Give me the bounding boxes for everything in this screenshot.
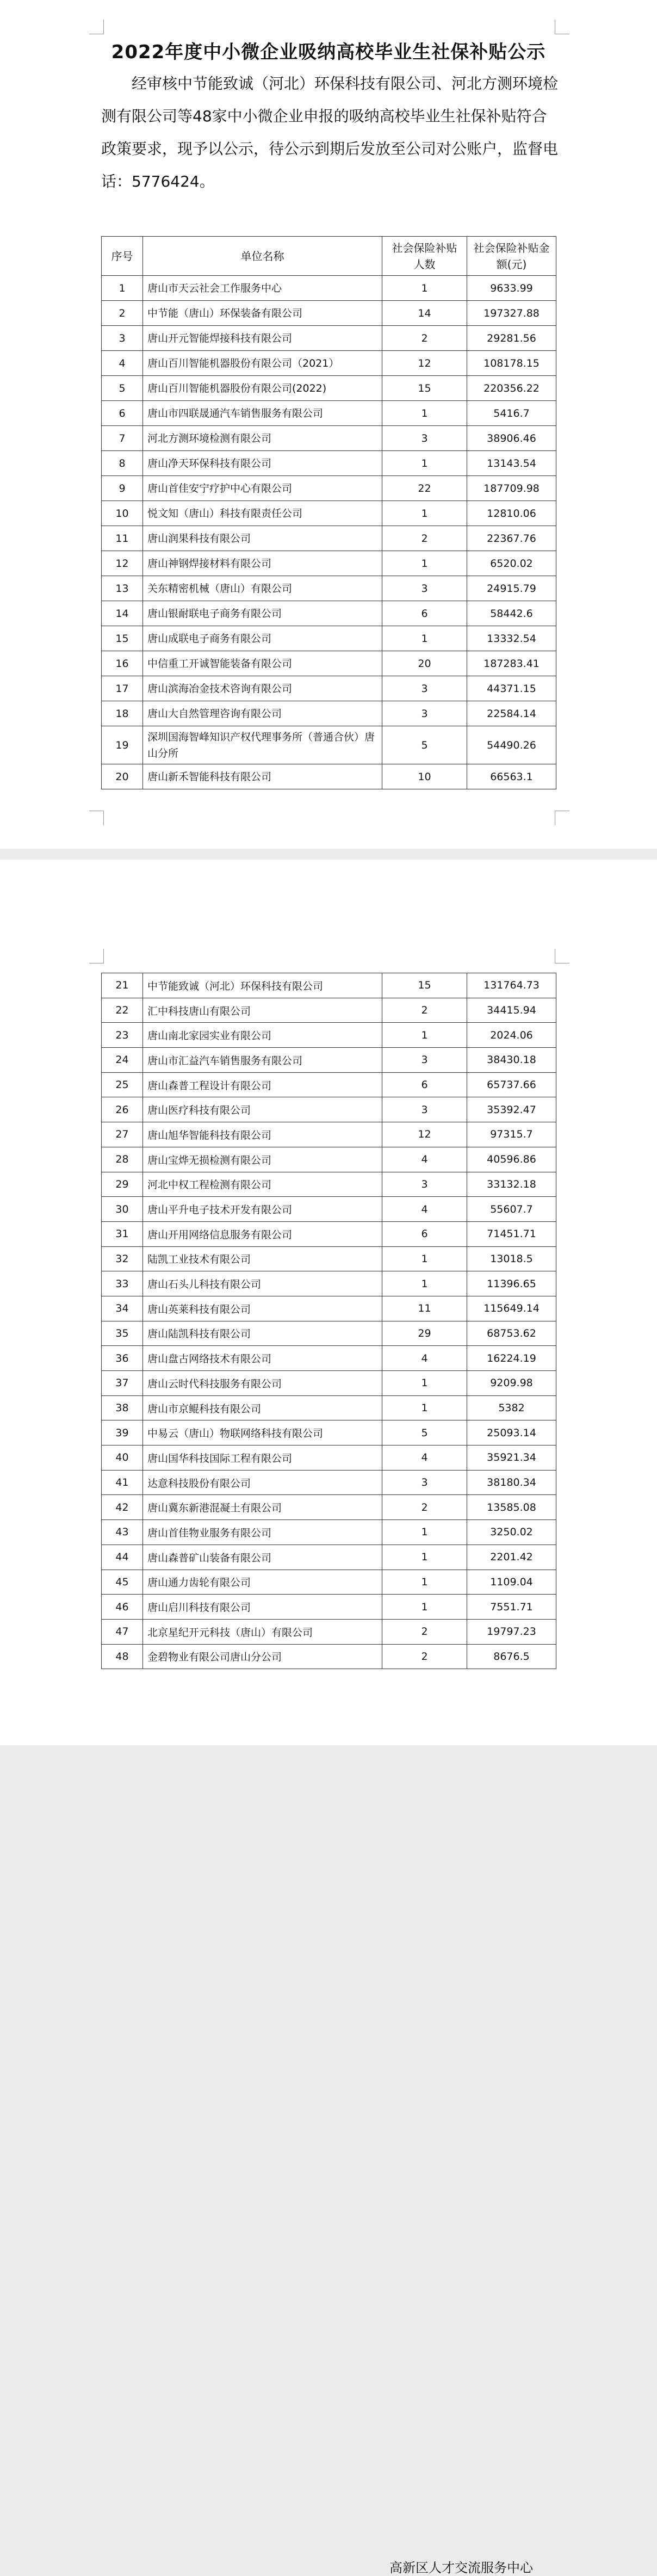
- header-count: 社会保险补贴人数: [382, 237, 467, 276]
- row-index: 39: [102, 1420, 143, 1445]
- document-page-1: [0, 0, 657, 849]
- insured-count: 2: [382, 1644, 467, 1669]
- row-index: 27: [102, 1122, 143, 1147]
- row-index: 42: [102, 1495, 143, 1520]
- row-index: 18: [102, 701, 143, 726]
- row-index: 46: [102, 1595, 143, 1620]
- header-amount: 社会保险补贴金额(元): [467, 237, 556, 276]
- company-name: 北京星纪开元科技（唐山）有限公司: [143, 1619, 382, 1644]
- company-name: 唐山陆凯科技有限公司: [143, 1321, 382, 1346]
- subsidy-amount: 12810.06: [467, 501, 556, 526]
- subsidy-amount: 71451.71: [467, 1221, 556, 1246]
- insured-count: 29: [382, 1321, 467, 1346]
- insured-count: 1: [382, 1595, 467, 1620]
- table-row: [102, 1495, 556, 1520]
- table-row: [102, 1172, 556, 1197]
- company-name: 唐山开用网络信息服务有限公司: [143, 1221, 382, 1246]
- subsidy-amount: 9633.99: [467, 276, 556, 301]
- row-index: 33: [102, 1271, 143, 1296]
- table-row: [102, 1445, 556, 1471]
- company-name: 唐山通力齿轮有限公司: [143, 1570, 382, 1595]
- company-name: 唐山英莱科技有限公司: [143, 1296, 382, 1321]
- table-row: [102, 1420, 556, 1445]
- table-row: [102, 576, 556, 601]
- subsidy-amount: 16224.19: [467, 1346, 556, 1371]
- company-name: 唐山市天云社会工作服务中心: [143, 276, 382, 301]
- table-row: [102, 651, 556, 676]
- announcement-paragraph: 经审核中节能致诚（河北）环保科技有限公司、河北方测环境检测有限公司等48家中小微企业申报的吸纳高校毕业生社保补贴符合政策要求，现予以公示，待公示到期后发放至公司对公账户，监督电话：5776424。: [101, 75, 559, 190]
- company-name: 唐山银耐联电子商务有限公司: [143, 601, 382, 626]
- row-index: 32: [102, 1246, 143, 1271]
- company-name: 唐山百川智能机器股份有限公司（2021）: [143, 351, 382, 376]
- subsidy-amount: 34415.94: [467, 998, 556, 1023]
- company-name: 唐山南北家园实业有限公司: [143, 1023, 382, 1048]
- subsidy-amount: 2024.06: [467, 1023, 556, 1048]
- subsidy-amount: 54490.26: [467, 726, 556, 764]
- company-name: 中信重工开诚智能装备有限公司: [143, 651, 382, 676]
- company-name: 深圳国海智峰知识产权代理事务所（普通合伙）唐山分所: [143, 726, 382, 764]
- insured-count: 10: [382, 764, 467, 789]
- insured-count: 1: [382, 1545, 467, 1570]
- table-row: [102, 1371, 556, 1396]
- insured-count: 3: [382, 1097, 467, 1122]
- subsidy-amount: 25093.14: [467, 1420, 556, 1445]
- subsidy-amount: 22367.76: [467, 526, 556, 551]
- row-index: 20: [102, 764, 143, 789]
- insured-count: 12: [382, 351, 467, 376]
- row-index: 45: [102, 1570, 143, 1595]
- row-index: 15: [102, 626, 143, 651]
- subsidy-amount: 33132.18: [467, 1172, 556, 1197]
- insured-count: 2: [382, 526, 467, 551]
- insured-count: 15: [382, 376, 467, 401]
- company-name: 河北方测环境检测有限公司: [143, 426, 382, 451]
- subsidy-amount: 6520.02: [467, 551, 556, 576]
- subsidy-amount: 66563.1: [467, 764, 556, 789]
- insured-count: 3: [382, 1048, 467, 1073]
- subsidy-table-part-1: [101, 236, 556, 789]
- subsidy-amount: 13143.54: [467, 451, 556, 476]
- company-name: 唐山首佳物业服务有限公司: [143, 1520, 382, 1545]
- row-index: 2: [102, 301, 143, 326]
- table-row: [102, 676, 556, 701]
- company-name: 唐山平升电子技术开发有限公司: [143, 1197, 382, 1222]
- table-row: [102, 626, 556, 651]
- table-row: [102, 376, 556, 401]
- table-row: [102, 1644, 556, 1669]
- insured-count: 1: [382, 1371, 467, 1396]
- row-index: 29: [102, 1172, 143, 1197]
- table-row: [102, 1271, 556, 1296]
- insured-count: 4: [382, 1346, 467, 1371]
- subsidy-amount: 187709.98: [467, 476, 556, 501]
- subsidy-amount: 40596.86: [467, 1147, 556, 1172]
- table-row: [102, 551, 556, 576]
- table-header-row: [102, 237, 556, 276]
- page-corner-mark: [89, 20, 104, 34]
- company-name: 唐山森普工程设计有限公司: [143, 1072, 382, 1097]
- row-index: 23: [102, 1023, 143, 1048]
- subsidy-table-part-2: [101, 973, 556, 1669]
- insured-count: 3: [382, 676, 467, 701]
- table-row: [102, 301, 556, 326]
- row-index: 38: [102, 1395, 143, 1420]
- insured-count: 15: [382, 973, 467, 998]
- insured-count: 1: [382, 1520, 467, 1545]
- company-name: 唐山首佳安宁疗护中心有限公司: [143, 476, 382, 501]
- subsidy-amount: 131764.73: [467, 973, 556, 998]
- table-body-part-1: [102, 276, 556, 789]
- page-corner-mark: [555, 811, 569, 825]
- company-name: 河北中权工程检测有限公司: [143, 1172, 382, 1197]
- subsidy-amount: 13332.54: [467, 626, 556, 651]
- insured-count: 1: [382, 1246, 467, 1271]
- table-row: [102, 1023, 556, 1048]
- insured-count: 1: [382, 1395, 467, 1420]
- row-index: 30: [102, 1197, 143, 1222]
- table-row: [102, 726, 556, 764]
- subsidy-amount: 197327.88: [467, 301, 556, 326]
- row-index: 41: [102, 1470, 143, 1495]
- insured-count: 2: [382, 998, 467, 1023]
- issuer-signature: 高新区人才交流服务中心: [389, 2560, 533, 2575]
- insured-count: 20: [382, 651, 467, 676]
- company-name: 唐山百川智能机器股份有限公司(2022): [143, 376, 382, 401]
- table-row: [102, 1221, 556, 1246]
- company-name: 唐山神钢焊接材料有限公司: [143, 551, 382, 576]
- table-row: [102, 1072, 556, 1097]
- row-index: 14: [102, 601, 143, 626]
- page-corner-mark: [89, 949, 104, 963]
- insured-count: 3: [382, 1172, 467, 1197]
- table-row: [102, 1346, 556, 1371]
- insured-count: 1: [382, 401, 467, 426]
- page-corner-mark: [555, 20, 569, 34]
- table-row: [102, 1097, 556, 1122]
- subsidy-amount: 5382: [467, 1395, 556, 1420]
- subsidy-amount: 22584.14: [467, 701, 556, 726]
- row-index: 31: [102, 1221, 143, 1246]
- insured-count: 3: [382, 701, 467, 726]
- insured-count: 3: [382, 576, 467, 601]
- table-row: [102, 1321, 556, 1346]
- row-index: 13: [102, 576, 143, 601]
- row-index: 47: [102, 1619, 143, 1644]
- row-index: 24: [102, 1048, 143, 1073]
- company-name: 悦文知（唐山）科技有限责任公司: [143, 501, 382, 526]
- company-name: 中节能致诚（河北）环保科技有限公司: [143, 973, 382, 998]
- insured-count: 2: [382, 326, 467, 351]
- insured-count: 2: [382, 1495, 467, 1520]
- row-index: 4: [102, 351, 143, 376]
- row-index: 17: [102, 676, 143, 701]
- table-row: [102, 998, 556, 1023]
- company-name: 唐山旭华智能科技有限公司: [143, 1122, 382, 1147]
- company-name: 唐山医疗科技有限公司: [143, 1097, 382, 1122]
- table-row: [102, 1246, 556, 1271]
- subsidy-amount: 187283.41: [467, 651, 556, 676]
- row-index: 12: [102, 551, 143, 576]
- insured-count: 11: [382, 1296, 467, 1321]
- row-index: 19: [102, 726, 143, 764]
- insured-count: 1: [382, 1023, 467, 1048]
- insured-count: 5: [382, 1420, 467, 1445]
- company-name: 唐山市汇益汽车销售服务有限公司: [143, 1048, 382, 1073]
- insured-count: 1: [382, 501, 467, 526]
- company-name: 唐山宝烨无损检测有限公司: [143, 1147, 382, 1172]
- company-name: 唐山市京鲲科技有限公司: [143, 1395, 382, 1420]
- row-index: 3: [102, 326, 143, 351]
- row-index: 5: [102, 376, 143, 401]
- subsidy-amount: 24915.79: [467, 576, 556, 601]
- table-row: [102, 764, 556, 789]
- subsidy-amount: 19797.23: [467, 1619, 556, 1644]
- company-name: 唐山云时代科技服务有限公司: [143, 1371, 382, 1396]
- subsidy-amount: 13585.08: [467, 1495, 556, 1520]
- insured-count: 1: [382, 451, 467, 476]
- subsidy-amount: 58442.6: [467, 601, 556, 626]
- table-row: [102, 351, 556, 376]
- subsidy-amount: 7551.71: [467, 1595, 556, 1620]
- row-index: 40: [102, 1445, 143, 1471]
- row-index: 22: [102, 998, 143, 1023]
- company-name: 唐山新禾智能科技有限公司: [143, 764, 382, 789]
- row-index: 36: [102, 1346, 143, 1371]
- subsidy-amount: 9209.98: [467, 1371, 556, 1396]
- table-row: [102, 1520, 556, 1545]
- insured-count: 6: [382, 1072, 467, 1097]
- row-index: 37: [102, 1371, 143, 1396]
- insured-count: 5: [382, 726, 467, 764]
- insured-count: 12: [382, 1122, 467, 1147]
- subsidy-amount: 35921.34: [467, 1445, 556, 1471]
- table-row: [102, 1296, 556, 1321]
- insured-count: 14: [382, 301, 467, 326]
- table-row: [102, 1619, 556, 1644]
- insured-count: 1: [382, 1570, 467, 1595]
- subsidy-amount: 38180.34: [467, 1470, 556, 1495]
- header-company: 单位名称: [143, 237, 382, 276]
- table-row: [102, 451, 556, 476]
- insured-count: 1: [382, 626, 467, 651]
- insured-count: 3: [382, 426, 467, 451]
- insured-count: 4: [382, 1197, 467, 1222]
- subsidy-amount: 5416.7: [467, 401, 556, 426]
- row-index: 21: [102, 973, 143, 998]
- insured-count: 1: [382, 551, 467, 576]
- row-index: 8: [102, 451, 143, 476]
- insured-count: 1: [382, 1271, 467, 1296]
- table-row: [102, 401, 556, 426]
- page-corner-mark: [555, 949, 569, 963]
- subsidy-amount: 11396.65: [467, 1271, 556, 1296]
- subsidy-amount: 65737.66: [467, 1072, 556, 1097]
- company-name: 陆凯工业技术有限公司: [143, 1246, 382, 1271]
- row-index: 34: [102, 1296, 143, 1321]
- insured-count: 4: [382, 1147, 467, 1172]
- row-index: 11: [102, 526, 143, 551]
- row-index: 26: [102, 1097, 143, 1122]
- insured-count: 2: [382, 1619, 467, 1644]
- company-name: 唐山盘古网络技术有限公司: [143, 1346, 382, 1371]
- row-index: 48: [102, 1644, 143, 1669]
- company-name: 唐山国华科技国际工程有限公司: [143, 1445, 382, 1471]
- table-row: [102, 1595, 556, 1620]
- subsidy-amount: 55607.7: [467, 1197, 556, 1222]
- table-row: [102, 326, 556, 351]
- row-index: 1: [102, 276, 143, 301]
- company-name: 唐山滨海冶金技术咨询有限公司: [143, 676, 382, 701]
- row-index: 9: [102, 476, 143, 501]
- company-name: 唐山石头儿科技有限公司: [143, 1271, 382, 1296]
- table-row: [102, 1395, 556, 1420]
- insured-count: 22: [382, 476, 467, 501]
- subsidy-amount: 8676.5: [467, 1644, 556, 1669]
- subsidy-amount: 38430.18: [467, 1048, 556, 1073]
- row-index: 44: [102, 1545, 143, 1570]
- table-row: [102, 276, 556, 301]
- row-index: 6: [102, 401, 143, 426]
- subsidy-amount: 97315.7: [467, 1122, 556, 1147]
- subsidy-amount: 108178.15: [467, 351, 556, 376]
- company-name: 唐山启川科技有限公司: [143, 1595, 382, 1620]
- table-row: [102, 1197, 556, 1222]
- subsidy-amount: 68753.62: [467, 1321, 556, 1346]
- company-name: 中易云（唐山）物联网络科技有限公司: [143, 1420, 382, 1445]
- company-name: 关东精密机械（唐山）有限公司: [143, 576, 382, 601]
- subsidy-amount: 3250.02: [467, 1520, 556, 1545]
- table-row: [102, 1048, 556, 1073]
- table-row: [102, 476, 556, 501]
- table-row: [102, 501, 556, 526]
- company-name: 达意科技股份有限公司: [143, 1470, 382, 1495]
- company-name: 唐山净天环保科技有限公司: [143, 451, 382, 476]
- subsidy-amount: 44371.15: [467, 676, 556, 701]
- subsidy-amount: 35392.47: [467, 1097, 556, 1122]
- table-row: [102, 1147, 556, 1172]
- table-row: [102, 526, 556, 551]
- table-row: [102, 426, 556, 451]
- table-row: [102, 1570, 556, 1595]
- subsidy-amount: 1109.04: [467, 1570, 556, 1595]
- row-index: 16: [102, 651, 143, 676]
- table-row: [102, 701, 556, 726]
- table-row: [102, 1122, 556, 1147]
- company-name: 中节能（唐山）环保装备有限公司: [143, 301, 382, 326]
- company-name: 唐山开元智能焊接科技有限公司: [143, 326, 382, 351]
- document-title: 2022年度中小微企业吸纳高校毕业生社保补贴公示: [111, 41, 546, 63]
- insured-count: 3: [382, 1470, 467, 1495]
- header-index: 序号: [102, 237, 143, 276]
- table-row: [102, 1545, 556, 1570]
- insured-count: 1: [382, 276, 467, 301]
- table-row: [102, 601, 556, 626]
- company-name: 唐山市四联晟通汽车销售服务有限公司: [143, 401, 382, 426]
- company-name: 金碧物业有限公司唐山分公司: [143, 1644, 382, 1669]
- subsidy-amount: 38906.46: [467, 426, 556, 451]
- row-index: 28: [102, 1147, 143, 1172]
- subsidy-amount: 13018.5: [467, 1246, 556, 1271]
- row-index: 43: [102, 1520, 143, 1545]
- company-name: 唐山森普矿山装备有限公司: [143, 1545, 382, 1570]
- table-body-part-2: [102, 973, 556, 1669]
- row-index: 10: [102, 501, 143, 526]
- row-index: 25: [102, 1072, 143, 1097]
- insured-count: 4: [382, 1445, 467, 1471]
- insured-count: 6: [382, 601, 467, 626]
- table-row: [102, 1470, 556, 1495]
- row-index: 7: [102, 426, 143, 451]
- page-corner-mark: [89, 811, 104, 825]
- insured-count: 6: [382, 1221, 467, 1246]
- subsidy-amount: 2201.42: [467, 1545, 556, 1570]
- subsidy-amount: 115649.14: [467, 1296, 556, 1321]
- subsidy-amount: 220356.22: [467, 376, 556, 401]
- company-name: 汇中科技唐山有限公司: [143, 998, 382, 1023]
- company-name: 唐山大自然管理咨询有限公司: [143, 701, 382, 726]
- company-name: 唐山润果科技有限公司: [143, 526, 382, 551]
- company-name: 唐山成联电子商务有限公司: [143, 626, 382, 651]
- company-name: 唐山冀东新港混凝土有限公司: [143, 1495, 382, 1520]
- table-row: [102, 973, 556, 998]
- row-index: 35: [102, 1321, 143, 1346]
- subsidy-amount: 29281.56: [467, 326, 556, 351]
